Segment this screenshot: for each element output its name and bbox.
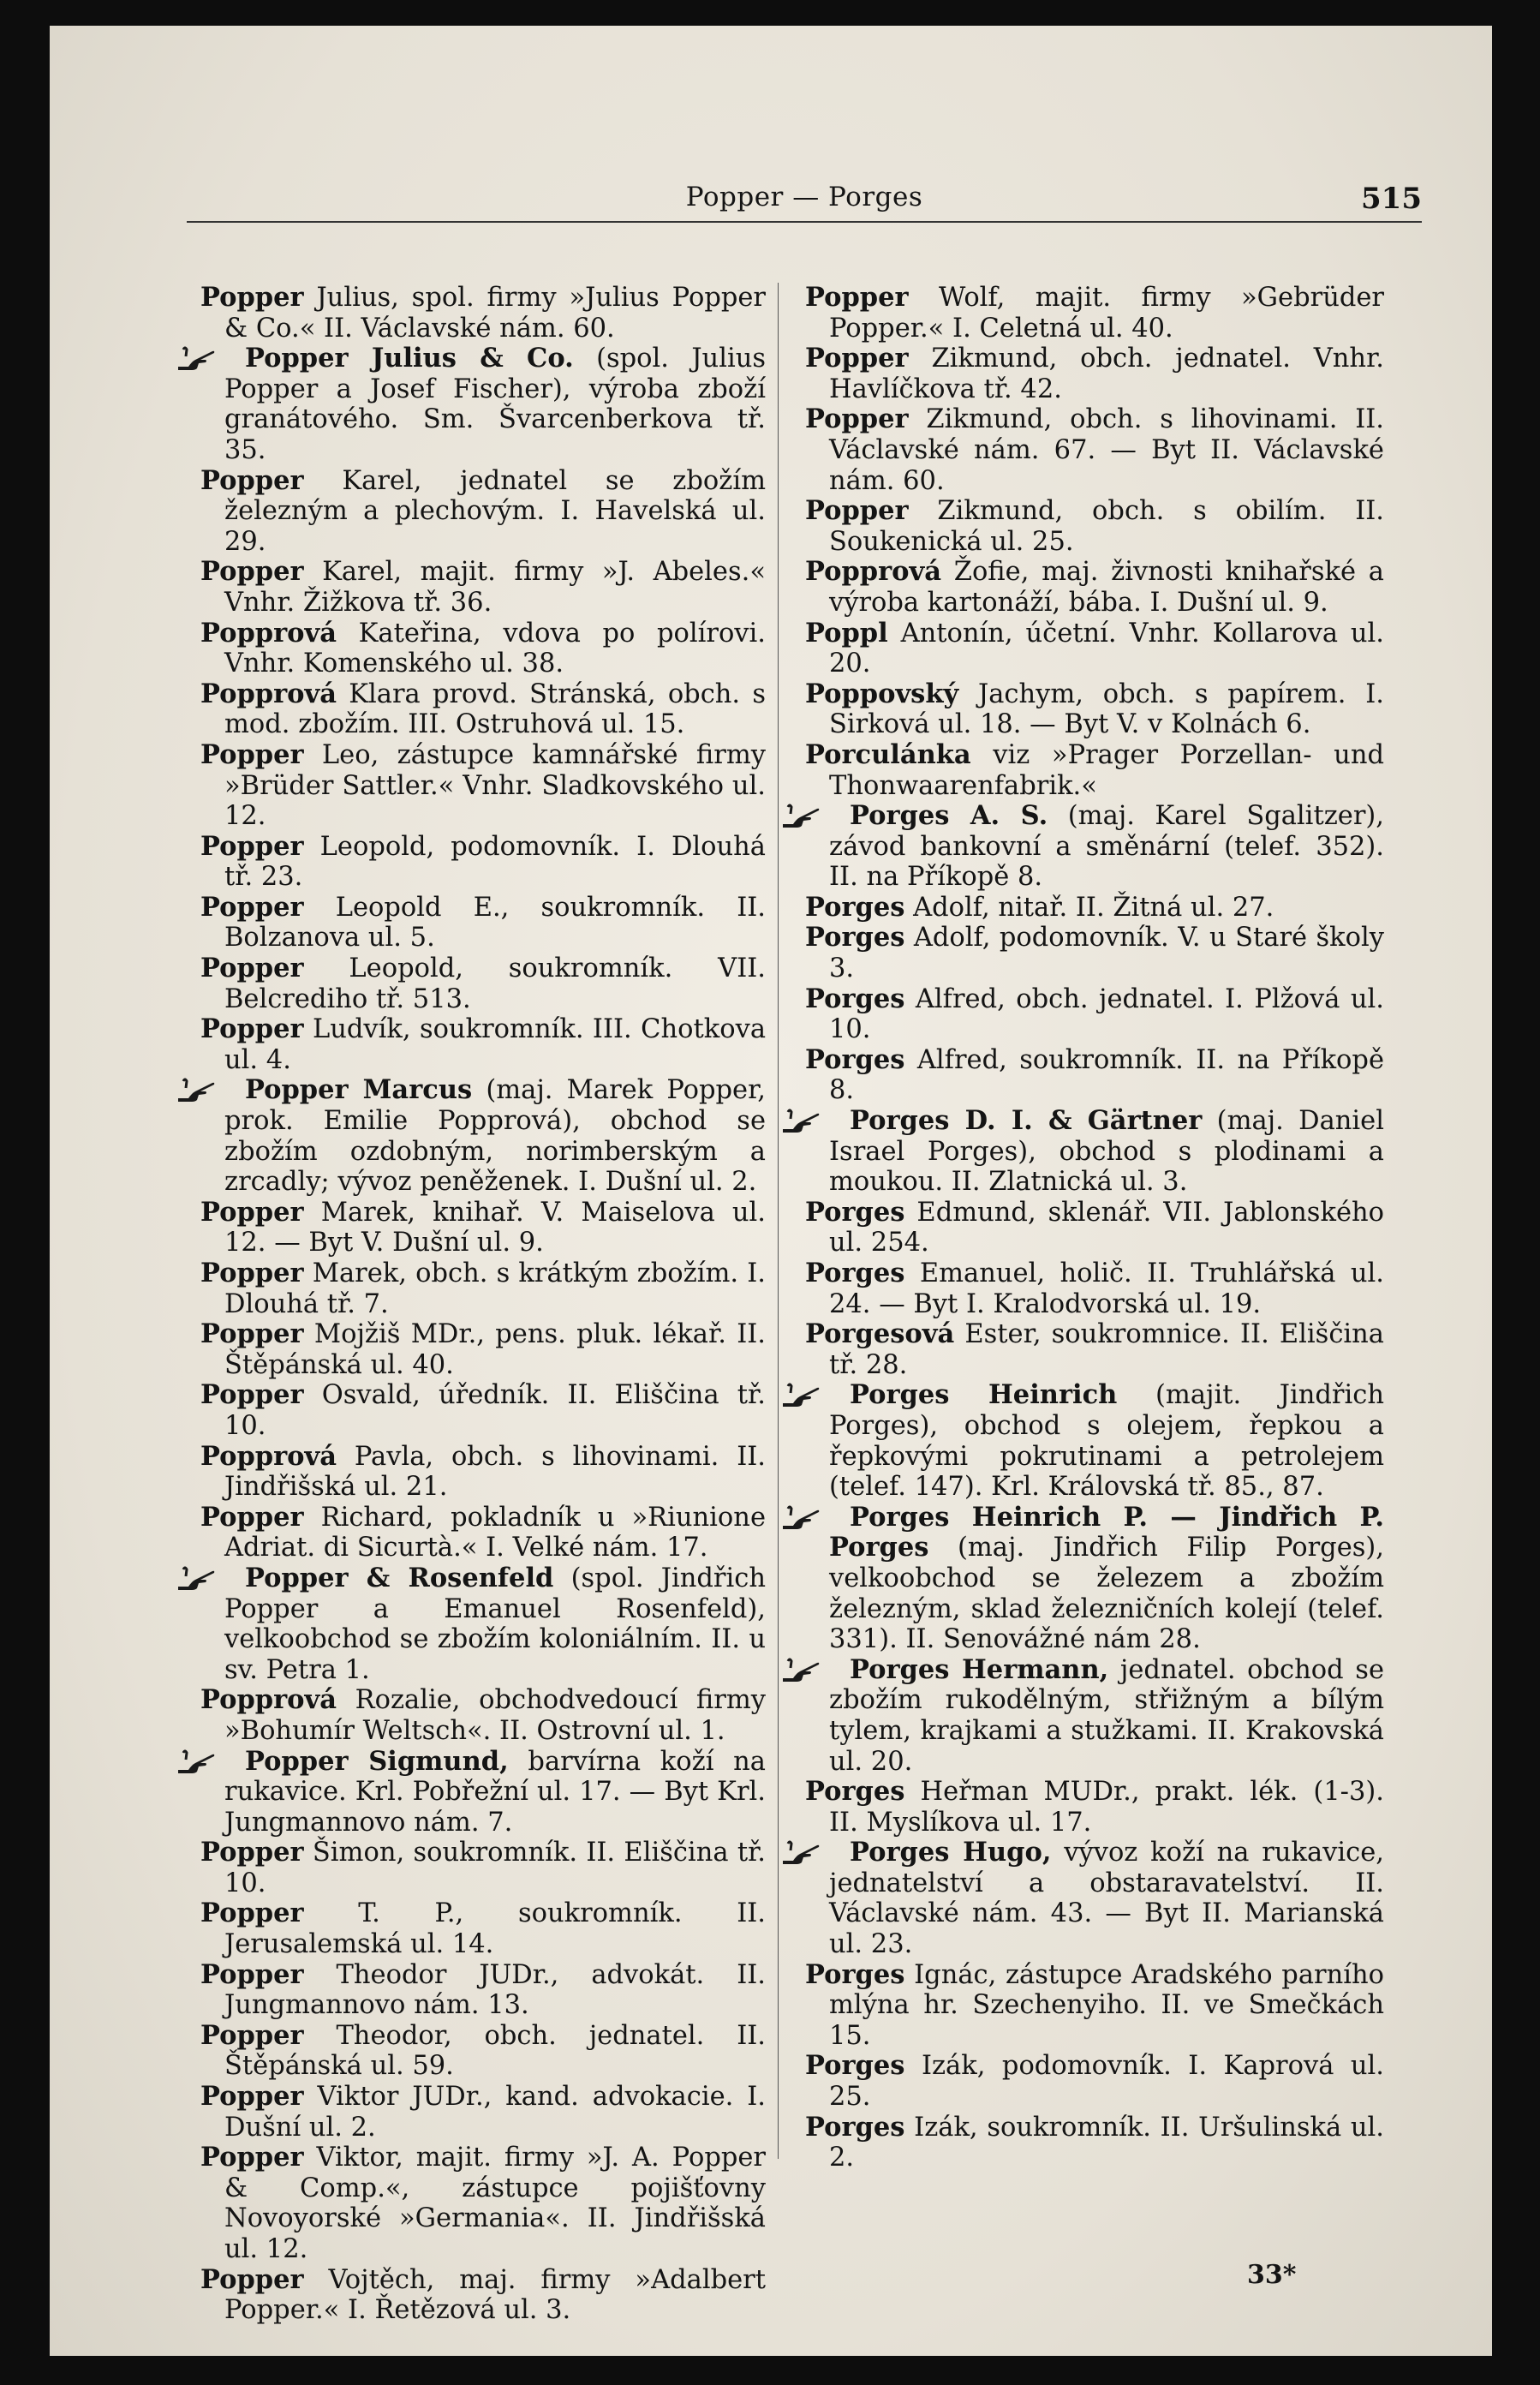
entry-name: Popper bbox=[200, 2081, 304, 2113]
directory-entry bbox=[200, 2143, 766, 2264]
entry-details: Alfred, obch. jednatel. I. Plžová ul. 10. bbox=[829, 983, 1384, 1045]
directory-entry bbox=[805, 679, 1384, 740]
entry-name: Popper bbox=[805, 282, 909, 313]
entry-name: Porculánka bbox=[805, 738, 971, 770]
directory-entry bbox=[805, 1106, 1384, 1198]
directory-entry bbox=[805, 1655, 1384, 1777]
entry-name: Porges bbox=[805, 1776, 905, 1808]
entry-name: Popper bbox=[200, 464, 304, 496]
page-header bbox=[187, 170, 1422, 223]
directory-entry bbox=[200, 283, 766, 344]
entry-name: Popper Julius & Co. bbox=[245, 343, 574, 374]
entry-details: Pavla, obch. s lihovinami. II. Jindřišská ul. 21. bbox=[224, 1441, 766, 1503]
directory-entry bbox=[805, 496, 1384, 557]
directory-entry bbox=[200, 1898, 766, 1959]
entry-name: Porges bbox=[805, 2050, 905, 2082]
entry-name: Popprová bbox=[200, 1440, 337, 1472]
entry-details: (maj. Daniel Israel Porges), obchod s plodinami a moukou. II. Zlatnická ul. 3. bbox=[829, 1106, 1384, 1198]
entry-details: Šimon, soukromník. II. Eliščina tř. 10. bbox=[224, 1838, 766, 1898]
entry-details: Karel, jednatel se zbožím železným a plechovým. I. Havelská ul. 29. bbox=[224, 465, 766, 557]
entry-name: Popper bbox=[805, 343, 909, 374]
pointing-hand-icon bbox=[805, 1503, 845, 1531]
directory-entry bbox=[805, 1380, 1384, 1502]
entry-details: Alfred, soukromník. II. na Příkopě 8. bbox=[829, 1044, 1384, 1106]
entry-details: Žofie, maj. živnosti knihařské a výroba kartonáží, bába. I. Dušní ul. 9. bbox=[829, 557, 1384, 618]
entry-details: Viktor JUDr., kand. advokacie. I. Dušní ul. 2. bbox=[224, 2082, 766, 2143]
directory-entry bbox=[805, 740, 1384, 801]
directory-entry bbox=[805, 1198, 1384, 1258]
right-column bbox=[805, 283, 1384, 2173]
entry-details: Marek, knihař. V. Maiselova ul. 12. — Byt V. Dušní ul. 9. bbox=[224, 1197, 766, 1258]
entry-details: Vojtěch, maj. firmy »Adalbert Popper.« I. Řetězová ul. 3. bbox=[224, 2264, 766, 2326]
directory-entry bbox=[805, 1319, 1384, 1380]
entry-details: Zikmund, obch. s obilím. II. Soukenická ul. 25. bbox=[829, 496, 1384, 557]
directory-entry bbox=[805, 283, 1384, 344]
directory-entry bbox=[200, 557, 766, 618]
pointing-hand-icon bbox=[805, 1381, 845, 1408]
entry-name: Popper bbox=[200, 1318, 304, 1350]
directory-entry bbox=[200, 1747, 766, 1838]
entry-name: Porges bbox=[805, 2111, 905, 2143]
directory-entry bbox=[200, 1075, 766, 1197]
entry-details: Izák, podomovník. I. Kaprová ul. 25. bbox=[829, 2051, 1384, 2113]
directory-page bbox=[50, 26, 1492, 2356]
pointing-hand-icon bbox=[805, 1838, 845, 1866]
pointing-hand-icon bbox=[200, 1748, 240, 1775]
directory-entry bbox=[805, 801, 1384, 893]
entry-name: Porges A. S. bbox=[850, 800, 1048, 832]
signature-mark: 33* bbox=[1247, 2260, 1297, 2290]
entry-details: Kateřina, vdova po polírovi. Vnhr. Komenského ul. 38. bbox=[224, 618, 766, 679]
directory-entry bbox=[200, 1960, 766, 2021]
directory-entry bbox=[200, 679, 766, 740]
directory-entry bbox=[805, 2113, 1384, 2173]
entry-name: Popper bbox=[200, 282, 304, 313]
directory-entry bbox=[805, 893, 1384, 924]
directory-entry bbox=[805, 619, 1384, 679]
pointing-hand-icon bbox=[200, 1564, 240, 1592]
page-number: 515 bbox=[1361, 182, 1422, 216]
entry-name: Porges Hermann, bbox=[850, 1653, 1109, 1685]
entry-name: Popper bbox=[200, 2142, 304, 2173]
directory-entry bbox=[200, 344, 766, 465]
entry-details: Leo, zástupce kamnářské firmy »Brüder Sattler.« Vnhr. Sladkovského ul. 12. bbox=[224, 739, 766, 832]
entry-details: Adolf, podomovník. V. u Staré školy 3. bbox=[829, 923, 1384, 984]
entry-details: Heřman MUDr., prakt. lék. (1-3). II. Myslíkova ul. 17. bbox=[829, 1777, 1384, 1838]
entry-name: Popper & Rosenfeld bbox=[245, 1562, 554, 1593]
entry-name: Porges bbox=[805, 1958, 905, 1990]
directory-entry bbox=[200, 1380, 766, 1441]
entry-details: vývoz koží na rukavice, jednatelství a obstaravatelství. II. Václavské nám. 43. — Byt II. Marianská ul. 23. bbox=[829, 1838, 1384, 1960]
entry-details: Mojžiš MDr., pens. pluk. lékař. II. Štěpánská ul. 40. bbox=[224, 1319, 766, 1380]
entry-name: Popper bbox=[805, 495, 909, 527]
entry-details: Jachym, obch. s papírem. I. Sirková ul. 18. — Byt V. v Kolnách 6. bbox=[829, 678, 1384, 740]
pointing-hand-icon bbox=[805, 1656, 845, 1683]
directory-entry bbox=[200, 1838, 766, 1898]
directory-entry bbox=[200, 1258, 766, 1319]
entry-name: Popper bbox=[200, 1898, 304, 1929]
directory-entry bbox=[805, 1503, 1384, 1655]
entry-name: Poppl bbox=[805, 617, 888, 649]
entry-name: Porges D. I. & Gärtner bbox=[850, 1105, 1203, 1137]
entry-name: Popper bbox=[200, 1196, 304, 1228]
entry-name: Popprová bbox=[200, 1684, 337, 1716]
left-column bbox=[200, 283, 766, 2326]
directory-entry bbox=[200, 2265, 766, 2326]
entry-details: (spol. Jindřich Popper a Emanuel Rosenfeld), velkoobchod se zbožím koloniálním. II. u sv. Petra 1. bbox=[224, 1563, 766, 1685]
directory-entry bbox=[805, 404, 1384, 496]
entry-name: Popper bbox=[200, 1258, 304, 1288]
entry-details: Richard, pokladník u »Riunione Adriat. di Sicurtà.« I. Velké nám. 17. bbox=[224, 1502, 766, 1563]
pointing-hand-icon bbox=[200, 344, 240, 372]
entry-name: Porgesová bbox=[805, 1318, 955, 1350]
entry-details: Antonín, účetní. Vnhr. Kollarova ul. 20. bbox=[829, 618, 1384, 679]
directory-entry bbox=[805, 1045, 1384, 1106]
entry-name: Popper bbox=[200, 738, 304, 770]
entry-details: (maj. Jindřich Filip Porges), velkoobchod se železem a zbožím železným, sklad železničních kolejí (telef. 331). II. Senovážné nám 28. bbox=[829, 1533, 1384, 1655]
column-divider bbox=[778, 283, 779, 2159]
entry-details: Theodor, obch. jednatel. II. Štěpánská ul. 59. bbox=[224, 2020, 766, 2082]
directory-entry bbox=[200, 1442, 766, 1503]
directory-entry bbox=[200, 740, 766, 832]
entry-name: Popper bbox=[200, 1837, 304, 1868]
entry-details: Ignác, zástupce Aradského parního mlýna hr. Szechenyiho. II. ve Smečkách 15. bbox=[829, 1959, 1384, 2051]
entry-name: Popper bbox=[200, 1958, 304, 1990]
entry-details: Zikmund, obch. jednatel. Vnhr. Havlíčkova tř. 42. bbox=[829, 344, 1384, 404]
entry-details: Marek, obch. s krátkým zbožím. I. Dlouhá tř. 7. bbox=[224, 1258, 766, 1319]
entry-name: Porges bbox=[805, 1258, 905, 1288]
entry-name: Popper bbox=[200, 1013, 304, 1045]
directory-entry bbox=[805, 1258, 1384, 1319]
entry-details: Rozalie, obchodvedoucí firmy »Bohumír Weltsch«. II. Ostrovní ul. 1. bbox=[224, 1685, 766, 1746]
entry-details: Ludvík, soukromník. III. Chotkova ul. 4. bbox=[224, 1014, 766, 1075]
directory-entry bbox=[200, 953, 766, 1014]
directory-entry bbox=[200, 1014, 766, 1075]
entry-name: Popper bbox=[200, 891, 304, 923]
entry-details: Theodor JUDr., advokát. II. Jungmannovo nám. 13. bbox=[224, 1959, 766, 2021]
directory-entry bbox=[805, 344, 1384, 404]
entry-name: Popper bbox=[200, 1501, 304, 1533]
entry-name: Popper bbox=[805, 403, 909, 435]
directory-entry bbox=[200, 1685, 766, 1746]
directory-entry bbox=[805, 1960, 1384, 2052]
pointing-hand-icon bbox=[805, 1107, 845, 1134]
entry-name: Popper bbox=[200, 1379, 304, 1411]
entry-name: Popper bbox=[200, 953, 304, 984]
directory-entry bbox=[200, 2082, 766, 2143]
entry-details: (majit. Jindřich Porges), obchod s olejem, řepkou a řepkovými pokrutinami a petrolejem (telef. 147). Krl. Královská tř. 85., 87. bbox=[829, 1380, 1384, 1503]
directory-entry bbox=[200, 2021, 766, 2082]
directory-entry bbox=[805, 923, 1384, 983]
entry-name: Porges bbox=[805, 1196, 905, 1228]
entry-name: Porges bbox=[805, 891, 905, 923]
entry-details: Leopold, soukromník. VII. Belcrediho tř. 513. bbox=[224, 953, 766, 1014]
entry-name: Popper bbox=[200, 2019, 304, 2051]
pointing-hand-icon bbox=[200, 1076, 240, 1103]
directory-entry bbox=[200, 619, 766, 679]
entry-name: Popper bbox=[200, 556, 304, 588]
entry-details: jednatel. obchod se zbožím rukodělným, střižným a bílým tylem, krajkami a stužkami. II. Krakovská ul. 20. bbox=[829, 1654, 1384, 1777]
entry-details: Klara provd. Stránská, obch. s mod. zbožím. III. Ostruhová ul. 15. bbox=[224, 678, 766, 740]
entry-name: Poppovský bbox=[805, 678, 959, 709]
directory-entry bbox=[200, 1503, 766, 1563]
entry-details: Julius, spol. firmy »Julius Popper & Co.« II. Václavské nám. 60. bbox=[224, 283, 766, 344]
entry-name: Popper Marcus bbox=[245, 1074, 473, 1106]
entry-name: Porges bbox=[805, 922, 905, 953]
entry-details: Leopold, podomovník. I. Dlouhá tř. 23. bbox=[224, 831, 766, 893]
entry-name: Porges Heinrich bbox=[850, 1379, 1118, 1411]
entry-name: Porges bbox=[805, 983, 905, 1014]
directory-entry bbox=[805, 2051, 1384, 2112]
entry-name: Porges Hugo, bbox=[850, 1837, 1052, 1868]
entry-details: Wolf, majit. firmy »Gebrüder Popper.« I. Celetná ul. 40. bbox=[829, 283, 1384, 344]
directory-entry bbox=[200, 466, 766, 558]
entry-details: (spol. Julius Popper a Josef Fischer), výroba zboží granátového. Sm. Švarcenberkova tř. 35. bbox=[224, 344, 766, 465]
running-head: Popper — Porges bbox=[685, 182, 923, 212]
entry-details: Ester, soukromnice. II. Eliščina tř. 28. bbox=[829, 1319, 1384, 1380]
entry-name: Porges bbox=[805, 1043, 905, 1075]
entry-name: Popper bbox=[200, 2263, 304, 2295]
directory-entry bbox=[200, 1319, 766, 1380]
entry-details: Adolf, nitař. II. Žitná ul. 27. bbox=[904, 892, 1274, 923]
directory-entry bbox=[805, 557, 1384, 618]
entry-details: Osvald, úředník. II. Eliščina tř. 10. bbox=[224, 1380, 766, 1441]
directory-entry bbox=[805, 984, 1384, 1045]
entry-details: Viktor, majit. firmy »J. A. Popper & Comp.«, zástupce pojišťovny Novoyorské »Germania«. II. Jindřišská ul. 12. bbox=[224, 2143, 766, 2264]
entry-details: Karel, majit. firmy »J. Abeles.« Vnhr. Žižkova tř. 36. bbox=[224, 557, 766, 618]
entry-name: Popprová bbox=[200, 617, 337, 649]
entry-details: viz »Prager Porzellan- und Thonwaarenfabrik.« bbox=[829, 739, 1384, 801]
entry-name: Popprová bbox=[805, 556, 942, 588]
directory-entry bbox=[200, 832, 766, 893]
directory-entry bbox=[200, 1198, 766, 1258]
directory-entry bbox=[805, 1838, 1384, 1959]
entry-name: Popprová bbox=[200, 678, 337, 709]
entry-details: T. P., soukromník. II. Jerusalemská ul. 14. bbox=[224, 1898, 766, 1960]
entry-details: (maj. Karel Sgalitzer), závod bankovní a směnární (telef. 352). II. na Příkopě 8. bbox=[829, 801, 1384, 893]
entry-name: Popper Sigmund, bbox=[245, 1745, 509, 1777]
directory-entry bbox=[200, 1563, 766, 1685]
directory-entry bbox=[200, 893, 766, 953]
entry-name: Porges Heinrich P. — Jindřich P. Porges bbox=[829, 1501, 1384, 1563]
directory-entry bbox=[805, 1777, 1384, 1838]
entry-details: Zikmund, obch. s lihovinami. II. Václavské nám. 67. — Byt II. Václavské nám. 60. bbox=[829, 404, 1384, 496]
pointing-hand-icon bbox=[805, 802, 845, 829]
entry-details: Emanuel, holič. II. Truhlářská ul. 24. — Byt I. Kralodvorská ul. 19. bbox=[829, 1258, 1384, 1319]
entry-details: Edmund, sklenář. VII. Jablonského ul. 254. bbox=[829, 1197, 1384, 1258]
entry-name: Popper bbox=[200, 830, 304, 862]
entry-details: Leopold E., soukromník. II. Bolzanova ul. 5. bbox=[224, 892, 766, 953]
entry-details: (maj. Marek Popper, prok. Emilie Popprová), obchod se zbožím ozdobným, norimberským a zrcadly; vývoz peněženek. I. Dušní ul. 2. bbox=[224, 1075, 767, 1198]
entry-details: Izák, soukromník. II. Uršulinská ul. 2. bbox=[829, 2112, 1384, 2173]
entry-details: barvírna koží na rukavice. Krl. Pobřežní ul. 17. — Byt Krl. Jungmannovo nám. 7. bbox=[224, 1746, 766, 1838]
